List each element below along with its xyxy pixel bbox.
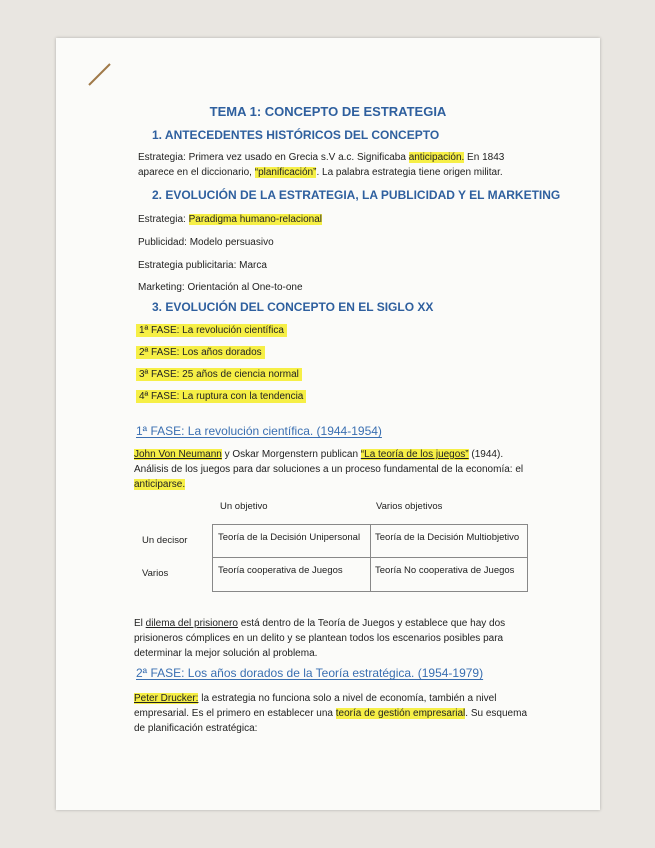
fase1-line-1 <box>134 447 503 462</box>
evolucion-estrategia <box>138 212 322 227</box>
table-cell: Teoría No cooperativa de Juegos <box>375 565 515 576</box>
section-heading-antecedentes: 1. ANTECEDENTES HISTÓRICOS DEL CONCEPTO <box>152 128 440 142</box>
highlight: John Von Neumann <box>134 449 222 460</box>
highlight: “La teoría de los juegos” <box>360 449 469 460</box>
table-row-label-2: Varios <box>142 568 169 579</box>
highlight: “planificación” <box>254 167 317 178</box>
table-col-header-1: Un objetivo <box>220 501 268 512</box>
highlight: Paradigma humano-relacional <box>188 214 323 225</box>
table-cell: Teoría de la Decisión Unipersonal <box>218 532 361 543</box>
text: El <box>134 618 146 629</box>
fase1-line-3 <box>134 477 185 492</box>
evolucion-estrategia-publicitaria: Estrategia publicitaria: Marca <box>138 260 267 271</box>
highlight: anticiparse. <box>134 479 186 490</box>
fase1-line-2: Análisis de los juegos para dar soluciones a un proceso fundamental de la economía: el <box>134 464 524 475</box>
table-divider <box>212 557 527 558</box>
dilema-line-3: determinar la mejor solución al problema. <box>134 648 318 659</box>
text: está dentro de la Teoría de Juegos y establece que hay dos <box>237 618 506 629</box>
table-col-header-2: Varios objetivos <box>376 501 443 512</box>
label: Estrategia: <box>138 214 189 225</box>
antecedentes-line-2 <box>138 165 503 180</box>
text: (1944). <box>468 449 504 460</box>
fase2-line-1 <box>134 691 496 706</box>
fase-item-4: 4ª FASE: La ruptura con la tendencia <box>136 390 306 403</box>
highlight: Peter Drucker: <box>134 693 199 704</box>
table-cell: Teoría de la Decisión Multiobjetivo <box>375 532 520 543</box>
section-heading-evolucion: 2. EVOLUCIÓN DE LA ESTRATEGIA, LA PUBLICIDAD Y EL MARKETING <box>152 188 561 202</box>
fase1-heading: 1ª FASE: La revolución científica. (1944-1954) <box>136 424 382 438</box>
evolucion-marketing: Marketing: Orientación al One-to-one <box>138 282 303 293</box>
text: empresarial. Es el primero en establecer una <box>134 708 336 719</box>
pencil-mark <box>86 58 126 88</box>
text: Estrategia: Primera vez usado en Grecia s.V a.c. Significaba <box>138 152 409 163</box>
dilema-line-1 <box>134 616 505 631</box>
dilema-line-2: prisioneros cómplices en un delito y se plantean todos los escenarios posibles para <box>134 633 504 644</box>
fase-item-1: 1ª FASE: La revolución científica <box>136 324 287 337</box>
fase2-line-3: de planificación estratégica: <box>134 723 258 734</box>
section-heading-siglo-xx: 3. EVOLUCIÓN DEL CONCEPTO EN EL SIGLO XX <box>152 300 434 314</box>
text: y Oskar Morgenstern publican <box>221 449 361 460</box>
text: . La palabra estrategia tiene origen militar. <box>316 167 503 178</box>
table-cell: Teoría cooperativa de Juegos <box>218 565 343 576</box>
document-page <box>56 38 600 810</box>
evolucion-publicidad: Publicidad: Modelo persuasivo <box>138 237 274 248</box>
fase2-heading: 2ª FASE: Los años dorados de la Teoría estratégica. (1954-1979) <box>136 666 484 680</box>
highlight: teoría de gestión empresarial <box>335 708 466 719</box>
document-title: TEMA 1: CONCEPTO DE ESTRATEGIA <box>209 104 447 119</box>
text: la estrategia no funciona solo a nivel de economía, también a nivel <box>198 693 497 704</box>
text: . Su esquema <box>465 708 528 719</box>
antecedentes-line-1 <box>138 150 504 165</box>
text: aparece en el diccionario, <box>138 167 255 178</box>
highlight: anticipación. <box>408 152 465 163</box>
text: En 1843 <box>464 152 505 163</box>
fase-item-3: 3ª FASE: 25 años de ciencia normal <box>136 368 302 381</box>
fase-item-2: 2ª FASE: Los años dorados <box>136 346 265 359</box>
table-row-label-1: Un decisor <box>142 535 188 546</box>
fase2-line-2 <box>134 706 527 721</box>
underlined-term: dilema del prisionero <box>145 618 238 629</box>
